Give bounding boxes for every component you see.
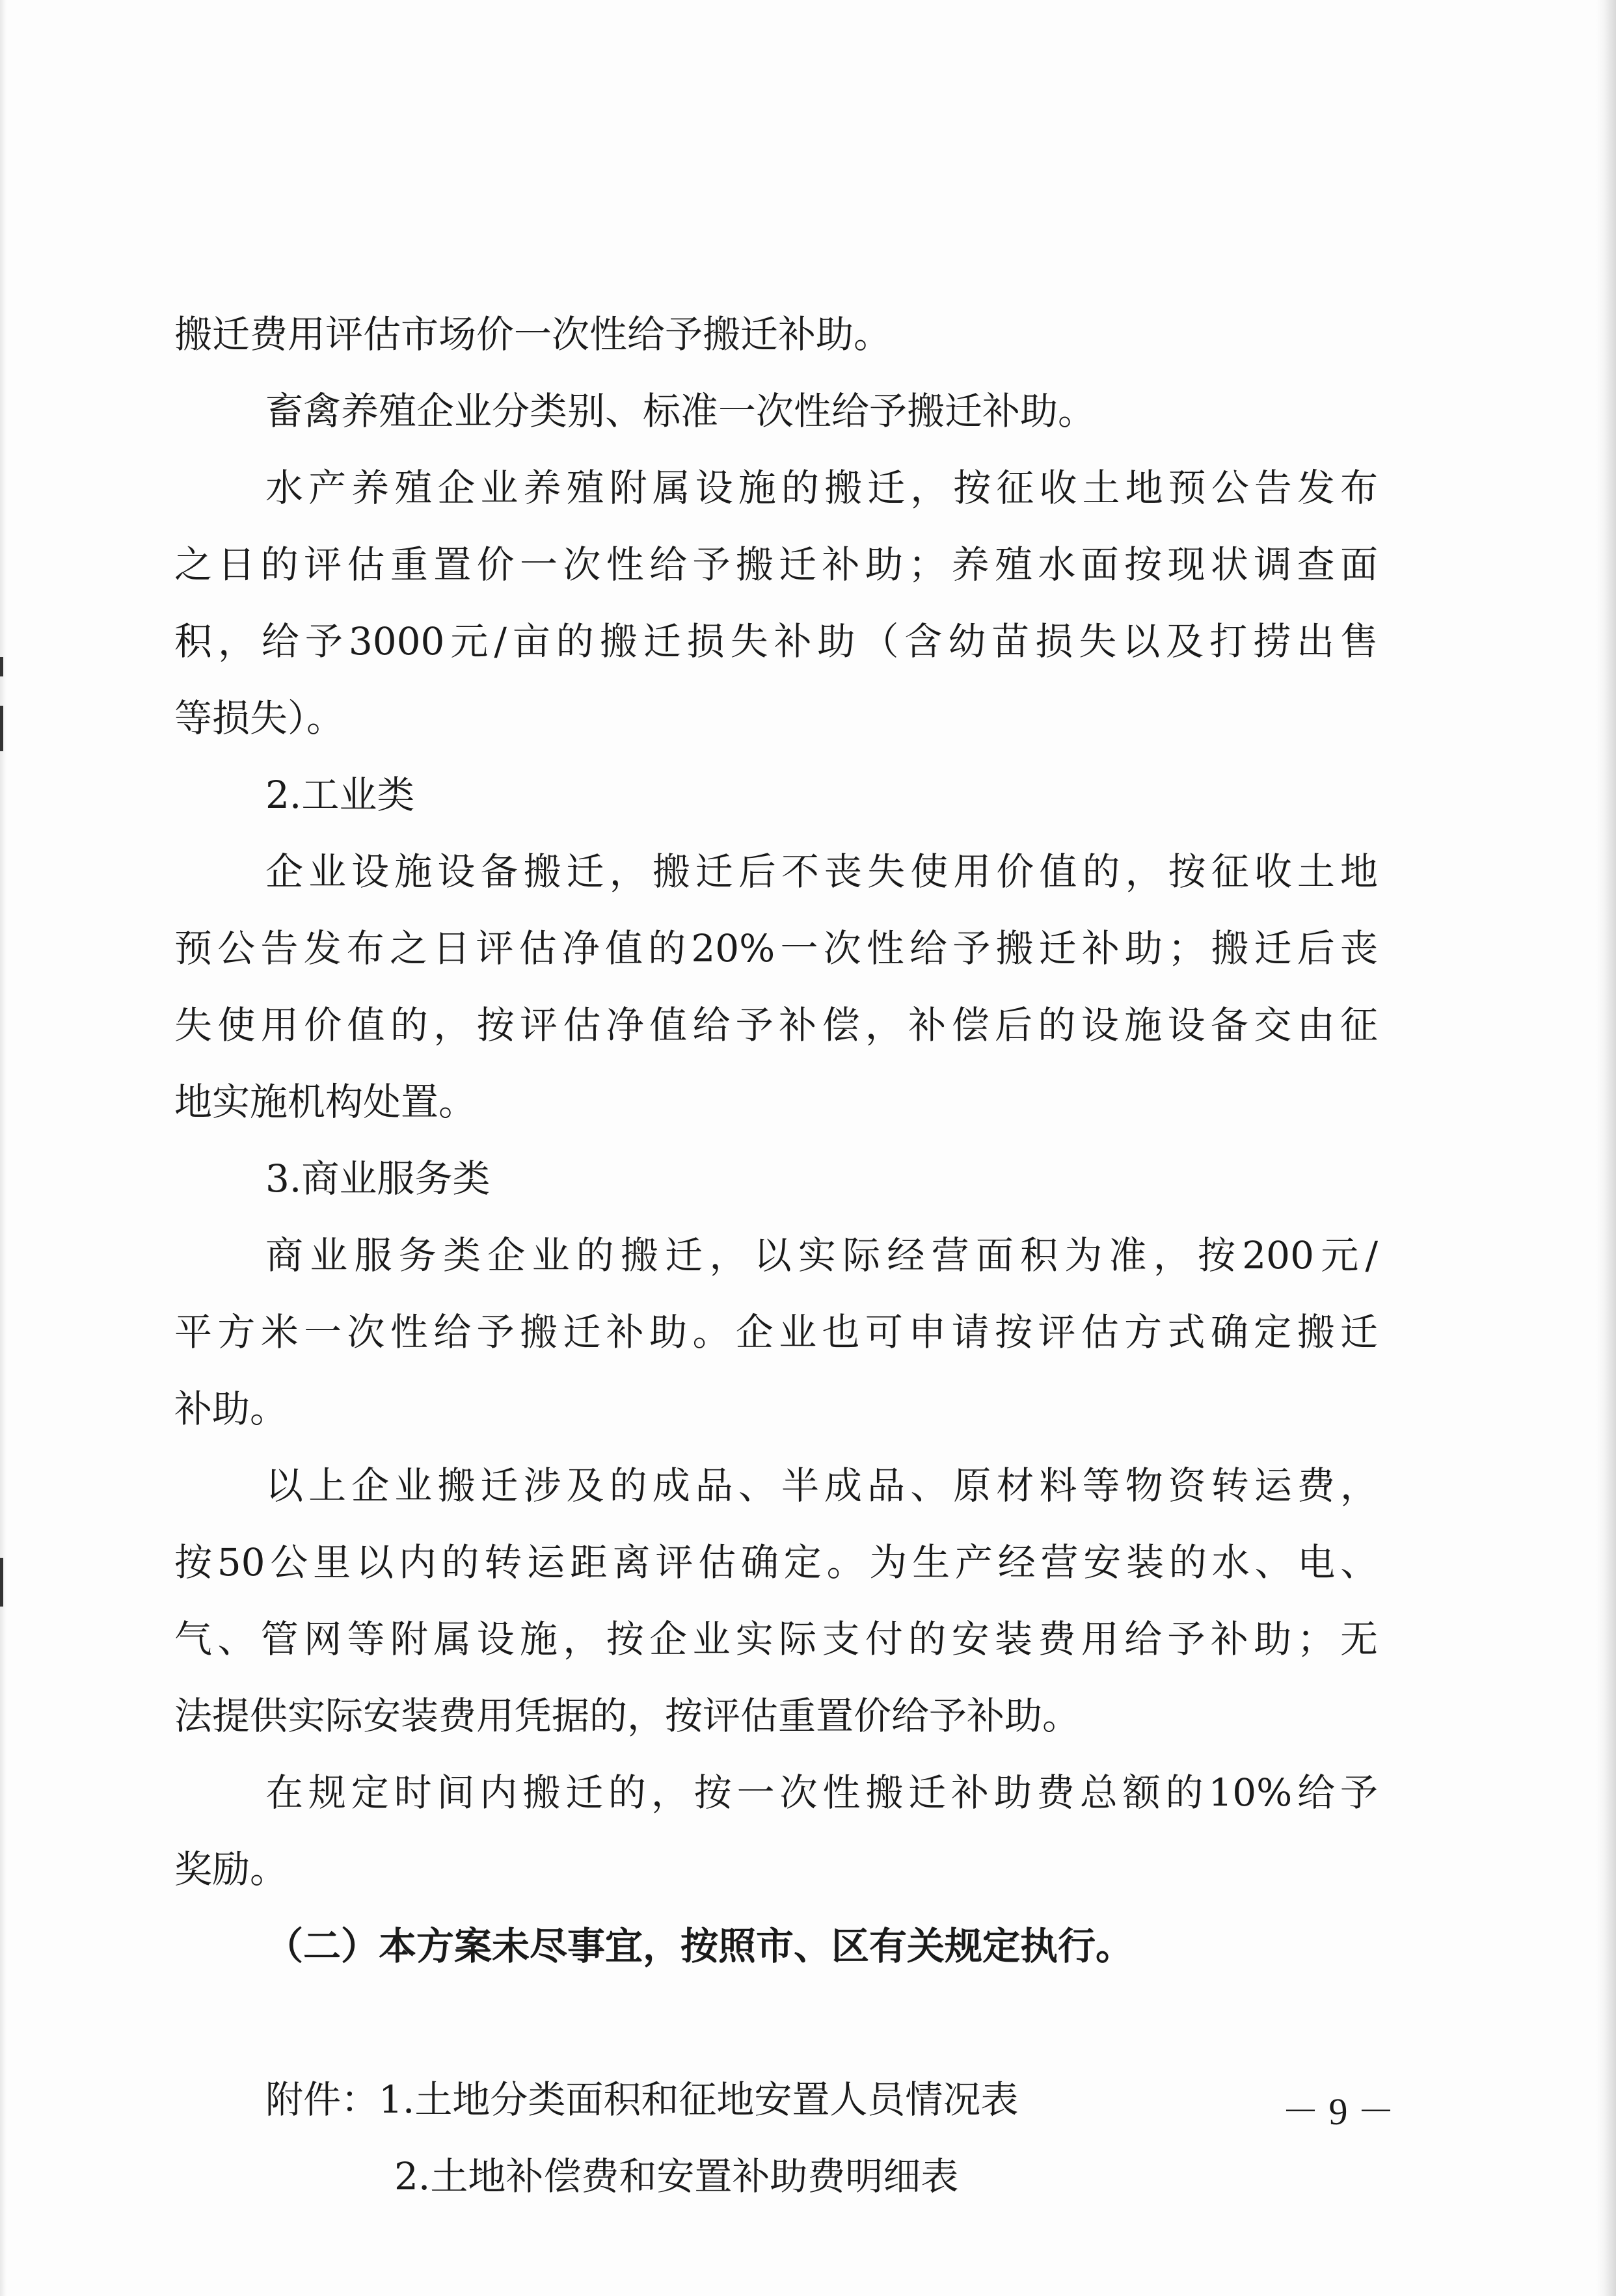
paragraph-line: 畜禽养殖企业分类别、标准一次性给予搬迁补助。 bbox=[265, 389, 1096, 433]
appendix-item-1: 附件：1.土地分类面积和征地安置人员情况表 bbox=[265, 2077, 1019, 2122]
paragraph-line: 等损失）。 bbox=[174, 696, 345, 740]
paragraph-line: 水产养殖企业养殖附属设施的搬迁，按征收土地预公告发布 bbox=[265, 466, 1378, 510]
paragraph-line: 法提供实际安装费用凭据的，按评估重置价给予补助。 bbox=[174, 1694, 1081, 1738]
paragraph-line: 气、管网等附属设施，按企业实际支付的安装费用给予补助；无 bbox=[174, 1617, 1378, 1661]
scan-right-edge bbox=[1596, 0, 1616, 2296]
scan-left-edge bbox=[0, 0, 7, 2296]
paragraph-line: 之日的评估重置价一次性给予搬迁补助；养殖水面按现状调查面 bbox=[174, 542, 1378, 587]
paragraph-line: 企业设施设备搬迁，搬迁后不丧失使用价值的，按征收土地 bbox=[265, 849, 1378, 894]
page-number: － 9 － bbox=[1282, 2090, 1395, 2133]
section-heading: 3.商业服务类 bbox=[265, 1156, 491, 1201]
paragraph-line: 积，给予3000元/亩的搬迁损失补助（含幼苗损失以及打捞出售 bbox=[174, 619, 1378, 663]
paragraph-line: 以上企业搬迁涉及的成品、半成品、原材料等物资转运费， bbox=[265, 1463, 1378, 1508]
binder-mark-lower bbox=[0, 1558, 3, 1607]
paragraph-line: 按50公里以内的转运距离评估确定。为生产经营安装的水、电、 bbox=[174, 1540, 1378, 1584]
section-heading: 2.工业类 bbox=[265, 773, 415, 817]
document-body bbox=[174, 296, 1378, 2215]
paragraph-line: 预公告发布之日评估净值的20%一次性给予搬迁补助；搬迁后丧 bbox=[174, 926, 1378, 970]
paragraph-line: 补助。 bbox=[174, 1387, 288, 1431]
binder-mark-upper bbox=[0, 706, 3, 751]
paragraph-line: 奖励。 bbox=[174, 1847, 288, 1891]
paragraph-line: 平方米一次性给予搬迁补助。企业也可申请按评估方式确定搬迁 bbox=[174, 1310, 1378, 1354]
appendix-item-2: 2.土地补偿费和安置补助费明细表 bbox=[394, 2154, 959, 2198]
paragraph-line: 在规定时间内搬迁的，按一次性搬迁补助费总额的10%给予 bbox=[265, 1770, 1378, 1815]
spacer bbox=[174, 1984, 1378, 2061]
paragraph-line: 地实施机构处置。 bbox=[174, 1080, 477, 1124]
paragraph-line: 商业服务类企业的搬迁，以实际经营面积为准，按200元/ bbox=[265, 1233, 1378, 1277]
paragraph-line: 失使用价值的，按评估净值给予补偿，补偿后的设施设备交由征 bbox=[174, 1003, 1378, 1047]
paragraph-line: 搬迁费用评估市场价一次性给予搬迁补助。 bbox=[174, 312, 892, 356]
binder-mark-top bbox=[0, 657, 3, 676]
closing-clause: （二）本方案未尽事宜，按照市、区有关规定执行。 bbox=[265, 1924, 1134, 1968]
